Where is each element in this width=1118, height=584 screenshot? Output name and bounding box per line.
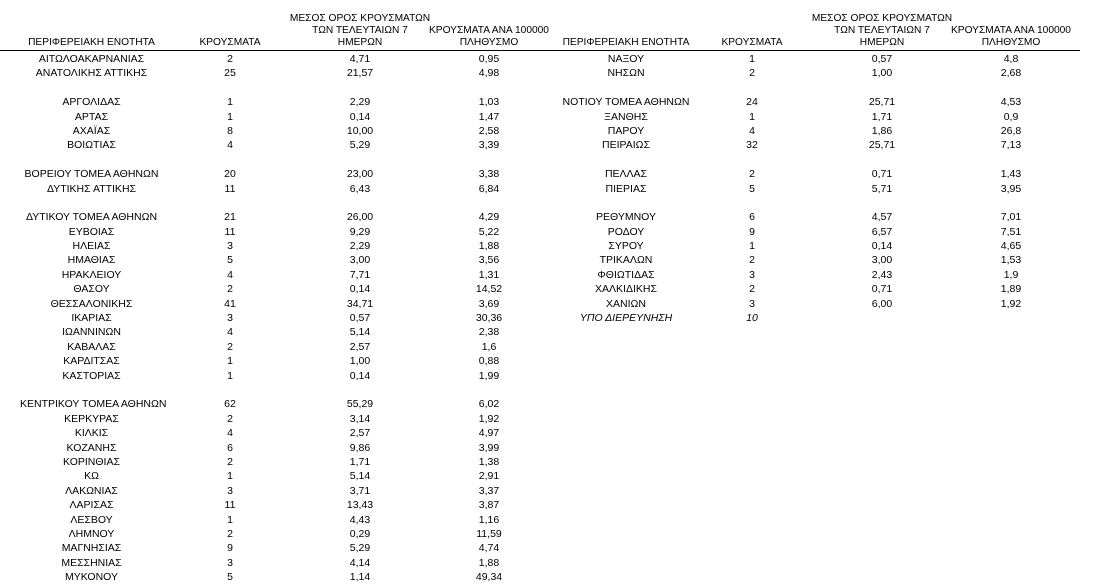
cell-avg: 2,43: [871, 268, 893, 281]
cell-per100k: 4,74: [478, 542, 500, 555]
cell-avg: 3,00: [349, 254, 371, 267]
table-row: [556, 253, 1080, 267]
cell-avg: 2,29: [349, 240, 371, 253]
cell-region: ΠΕΙΡΑΙΩΣ: [602, 139, 650, 152]
header-avg-7-days: ΜΕΣΟΣ ΟΡΟΣ ΚΡΟΥΣΜΑΤΩΝ ΤΩΝ ΤΕΛΕΥΤΑΙΩΝ 7 ΗΜΕΡΩΝ: [289, 13, 431, 48]
cell-cases: 1: [227, 96, 233, 109]
cell-region: ΛΕΣΒΟΥ: [70, 513, 113, 526]
cell-cases: 2: [749, 254, 755, 267]
right-table-body: [556, 51, 1080, 325]
cell-per100k: 1,92: [478, 412, 500, 425]
cell-per100k: 7,51: [1000, 225, 1022, 238]
table-row: [0, 110, 560, 124]
cell-region: ΑΡΤΑΣ: [74, 110, 109, 123]
cell-region: ΔΥΤΙΚΗΣ ΑΤΤΙΚΗΣ: [46, 182, 137, 195]
cell-avg: 0,14: [349, 283, 371, 296]
cell-region: ΦΘΙΩΤΙΔΑΣ: [597, 268, 655, 281]
table-row: [0, 167, 560, 181]
cell-cases: 9: [227, 542, 233, 555]
table-row: [0, 513, 560, 527]
cell-cases: 2: [749, 168, 755, 181]
table-row: [556, 225, 1080, 239]
cell-cases: 25: [224, 67, 236, 80]
cell-region: ΞΑΝΘΗΣ: [604, 110, 648, 123]
cell-region: ΛΗΜΝΟΥ: [68, 527, 115, 540]
cell-region: ΚΟΡΙΝΘΙΑΣ: [63, 455, 120, 468]
cell-avg: 6,57: [871, 225, 893, 238]
table-row: [0, 268, 560, 282]
cell-cases: 10: [746, 312, 758, 325]
cell-per100k: 1,43: [1000, 168, 1022, 181]
table-row: [556, 210, 1080, 224]
cell-cases: 11: [224, 182, 236, 195]
cell-cases: 20: [224, 168, 236, 181]
table-row: [0, 182, 560, 196]
cell-per100k: 1,99: [478, 369, 500, 382]
table-row: [0, 253, 560, 267]
cell-avg: 4,43: [349, 513, 371, 526]
cell-avg: 9,29: [349, 225, 371, 238]
cell-region: ΚΟΖΑΝΗΣ: [66, 441, 117, 454]
cell-cases: 1: [227, 110, 233, 123]
cell-avg: 0,71: [871, 283, 893, 296]
cell-per100k: 4,29: [478, 211, 500, 224]
cell-cases: 2: [227, 340, 233, 353]
table-row: [556, 282, 1080, 296]
cell-avg: 1,86: [871, 124, 893, 137]
cell-cases: 4: [227, 326, 233, 339]
table-row: [556, 110, 1080, 124]
cell-avg: 5,29: [349, 139, 371, 152]
cell-region: ΠΑΡΟΥ: [607, 124, 645, 137]
table-row: [0, 369, 560, 383]
cell-cases: 2: [227, 283, 233, 296]
cell-per100k: 1,38: [478, 455, 500, 468]
cell-region: ΗΛΕΙΑΣ: [72, 240, 111, 253]
cell-region: ΚΑΣΤΟΡΙΑΣ: [62, 369, 121, 382]
table-row: [0, 124, 560, 138]
cell-region: ΗΜΑΘΙΑΣ: [67, 254, 116, 267]
cell-per100k: 0,9: [1003, 110, 1019, 123]
cell-avg: 5,14: [349, 326, 371, 339]
table-row: [556, 167, 1080, 181]
cell-avg: 1,00: [349, 355, 371, 368]
table-row: [0, 455, 560, 469]
table-row: [556, 95, 1080, 109]
header-cases: ΚΡΟΥΣΜΑΤΑ: [199, 37, 261, 48]
cell-region: ΜΑΓΝΗΣΙΑΣ: [61, 542, 122, 555]
cell-region: ΚΑΡΔΙΤΣΑΣ: [63, 355, 120, 368]
table-row: [0, 239, 560, 253]
spacer-row: [0, 153, 560, 167]
cell-cases: 5: [749, 182, 755, 195]
table-row: [0, 340, 560, 354]
cell-per100k: 3,37: [478, 484, 500, 497]
cell-cases: 4: [227, 139, 233, 152]
cell-per100k: 2,68: [1000, 67, 1022, 80]
cell-cases: 1: [749, 110, 755, 123]
cell-region: ΡΕΘΥΜΝΟΥ: [595, 211, 656, 224]
cell-avg: 0,14: [349, 110, 371, 123]
header-region: ΠΕΡΙΦΕΡΕΙΑΚΗ ΕΝΟΤΗΤΑ: [562, 37, 690, 48]
cell-cases: 11: [224, 225, 236, 238]
cell-cases: 2: [749, 67, 755, 80]
cell-avg: 2,57: [349, 427, 371, 440]
cell-cases: 3: [227, 312, 233, 325]
cell-cases: 6: [749, 211, 755, 224]
cell-avg: 9,86: [349, 441, 371, 454]
header-cases-per-100k: ΚΡΟΥΣΜΑΤΑ ΑΝΑ 100000 ΠΛΗΘΥΣΜΟ: [951, 25, 1071, 48]
cell-per100k: 14,52: [475, 283, 503, 296]
cell-per100k: 2,38: [478, 326, 500, 339]
cell-cases: 3: [227, 556, 233, 569]
cell-region: ΡΟΔΟΥ: [607, 225, 645, 238]
table-row: [0, 426, 560, 440]
table-row: [556, 268, 1080, 282]
cell-per100k: 3,95: [1000, 182, 1022, 195]
header-region: ΠΕΡΙΦΕΡΕΙΑΚΗ ΕΝΟΤΗΤΑ: [28, 37, 155, 48]
table-row: [0, 325, 560, 339]
spacer-row: [556, 81, 1080, 95]
cell-per100k: 49,34: [475, 571, 503, 584]
table-row: [556, 297, 1080, 311]
cell-region: ΙΚΑΡΙΑΣ: [71, 312, 112, 325]
cell-avg: 5,14: [349, 470, 371, 483]
cell-avg: 34,71: [346, 297, 374, 310]
cell-cases: 3: [227, 484, 233, 497]
cell-region: ΑΧΑΪΑΣ: [72, 124, 111, 137]
cell-cases: 24: [746, 96, 758, 109]
table-row: [556, 138, 1080, 152]
table-row: [556, 182, 1080, 196]
cell-region: ΝΑΞΟΥ: [607, 53, 645, 65]
cell-region: ΚΑΒΑΛΑΣ: [67, 340, 116, 353]
cell-cases: 4: [227, 268, 233, 281]
table-row: [0, 138, 560, 152]
cell-region: ΧΑΛΚΙΔΙΚΗΣ: [595, 283, 657, 296]
cell-per100k: 5,22: [478, 225, 500, 238]
cell-per100k: 4,65: [1000, 240, 1022, 253]
cell-per100k: 3,39: [478, 139, 500, 152]
cell-avg: 3,71: [349, 484, 371, 497]
spacer-row: [0, 196, 560, 210]
cell-per100k: 4,8: [1003, 53, 1019, 65]
cell-region: ΘΕΣΣΑΛΟΝΙΚΗΣ: [50, 297, 133, 310]
cell-region: ΝΟΤΙΟΥ ΤΟΜΕΑ ΑΘΗΝΩΝ: [562, 96, 690, 109]
cell-per100k: 2,58: [478, 124, 500, 137]
cell-avg: 0,14: [349, 369, 371, 382]
table-row: [556, 311, 1080, 325]
cell-avg: 0,14: [871, 240, 893, 253]
cell-avg: 4,71: [349, 53, 371, 65]
cell-per100k: 1,9: [1003, 268, 1019, 281]
left-table-body: [0, 51, 560, 584]
cell-per100k: 11,59: [476, 527, 502, 540]
cell-region: ΧΑΝΙΩΝ: [606, 297, 646, 310]
cell-cases: 11: [224, 499, 236, 512]
cell-cases: 1: [227, 513, 233, 526]
cell-cases: 21: [224, 211, 236, 224]
cell-cases: 41: [224, 297, 236, 310]
table-row: [0, 527, 560, 541]
cell-per100k: 1,53: [1000, 254, 1022, 267]
cell-per100k: 3,38: [478, 168, 500, 181]
table-row: [0, 441, 560, 455]
cell-avg: 2,29: [349, 96, 371, 109]
cell-per100k: 6,02: [478, 398, 500, 411]
cell-cases: 1: [749, 240, 755, 253]
cell-cases: 2: [749, 283, 755, 296]
cell-region: ΠΕΛΛΑΣ: [604, 168, 648, 181]
table-row: [0, 412, 560, 426]
cell-avg: 21,57: [346, 67, 374, 80]
cell-region: ΗΡΑΚΛΕΙΟΥ: [61, 268, 122, 281]
cell-region: ΚΙΛΚΙΣ: [74, 427, 109, 440]
cell-region: ΘΑΣΟΥ: [73, 283, 110, 296]
cell-region: ΒΟΡΕΙΟΥ ΤΟΜΕΑ ΑΘΗΝΩΝ: [24, 168, 159, 181]
cell-region: ΤΡΙΚΑΛΩΝ: [599, 254, 653, 267]
cell-region: ΙΩΑΝΝΙΝΩΝ: [62, 326, 121, 339]
left-table-header: [0, 0, 560, 50]
cell-avg: 55,29: [346, 398, 374, 411]
cell-per100k: 1,89: [1000, 283, 1022, 296]
cell-avg: 0,57: [349, 312, 371, 325]
cell-region: ΑΝΑΤΟΛΙΚΗΣ ΑΤΤΙΚΗΣ: [35, 67, 148, 80]
cell-per100k: 6,84: [478, 182, 500, 195]
cell-region: ΔΥΤΙΚΟΥ ΤΟΜΕΑ ΑΘΗΝΩΝ: [25, 211, 158, 224]
cell-per100k: 30,36: [475, 312, 503, 325]
cell-cases: 1: [227, 355, 233, 368]
cell-region: ΑΙΤΩΛΟΑΚΑΡΝΑΝΙΑΣ: [38, 53, 145, 65]
cell-avg: 26,00: [346, 211, 374, 224]
cell-region: ΚΕΡΚΥΡΑΣ: [64, 412, 119, 425]
cell-cases: 2: [227, 412, 233, 425]
cell-region: ΚΕΝΤΡΙΚΟΥ ΤΟΜΕΑ ΑΘΗΝΩΝ: [20, 398, 167, 411]
cell-per100k: 1,47: [478, 110, 500, 123]
table-row: [0, 210, 560, 224]
cell-per100k: 1,03: [478, 96, 500, 109]
header-cases-per-100k: ΚΡΟΥΣΜΑΤΑ ΑΝΑ 100000 ΠΛΗΘΥΣΜΟ: [429, 25, 549, 48]
right-table: [556, 0, 1080, 325]
table-row: [0, 397, 560, 411]
cell-per100k: 4,97: [478, 427, 500, 440]
cell-per100k: 4,53: [1000, 96, 1022, 109]
cell-cases: 6: [227, 441, 233, 454]
table-row: [0, 498, 560, 512]
cell-per100k: 1,6: [481, 340, 497, 353]
cell-cases: 5: [227, 571, 233, 584]
cell-avg: 0,71: [871, 168, 893, 181]
table-row: [0, 556, 560, 570]
header-cases: ΚΡΟΥΣΜΑΤΑ: [721, 37, 783, 48]
cell-per100k: 7,01: [1000, 211, 1022, 224]
cell-cases: 5: [227, 254, 233, 267]
cell-avg: 1,71: [871, 110, 893, 123]
cell-per100k: 1,88: [478, 240, 500, 253]
cell-per100k: 1,92: [1000, 297, 1022, 310]
cell-cases: 1: [749, 53, 755, 65]
spacer-row: [0, 81, 560, 95]
cell-per100k: 7,13: [1000, 139, 1022, 152]
cell-per100k: 3,56: [478, 254, 500, 267]
cell-cases: 2: [227, 455, 233, 468]
cell-avg: 1,71: [349, 455, 371, 468]
cell-region: ΕΥΒΟΙΑΣ: [68, 225, 115, 238]
header-avg-7-days: ΜΕΣΟΣ ΟΡΟΣ ΚΡΟΥΣΜΑΤΩΝ ΤΩΝ ΤΕΛΕΥΤΑΙΩΝ 7 ΗΜΕΡΩΝ: [811, 13, 953, 48]
cell-cases: 32: [746, 139, 758, 152]
table-row: [556, 66, 1080, 80]
cell-per100k: 1,31: [478, 268, 500, 281]
cell-cases: 3: [227, 240, 233, 253]
cell-avg: 3,00: [871, 254, 893, 267]
table-row: [0, 52, 560, 66]
table-row: [556, 52, 1080, 66]
cell-avg: 1,14: [349, 571, 371, 584]
cell-region: ΛΑΚΩΝΙΑΣ: [65, 484, 118, 497]
cell-avg: 0,29: [349, 527, 371, 540]
table-row: [0, 282, 560, 296]
cell-region: ΑΡΓΟΛΙΔΑΣ: [62, 96, 121, 109]
spacer-row: [0, 383, 560, 397]
cell-region: ΥΠΟ ΔΙΕΡΕΥΝΗΣΗ: [579, 312, 673, 325]
cell-region: ΜΕΣΣΗΝΙΑΣ: [61, 556, 122, 569]
cell-avg: 5,29: [349, 542, 371, 555]
cell-avg: 5,71: [871, 182, 893, 195]
cell-avg: 0,57: [871, 53, 893, 65]
cell-avg: 4,57: [871, 211, 893, 224]
cell-cases: 62: [224, 398, 236, 411]
table-row: [0, 354, 560, 368]
cell-region: ΒΟΙΩΤΙΑΣ: [67, 139, 116, 152]
cell-cases: 3: [749, 268, 755, 281]
cell-region: ΛΑΡΙΣΑΣ: [69, 499, 114, 512]
cell-avg: 6,00: [871, 297, 893, 310]
cell-region: ΣΥΡΟΥ: [608, 240, 644, 253]
table-row: [0, 541, 560, 555]
right-table-header: [556, 0, 1080, 50]
cell-per100k: 4,98: [478, 67, 500, 80]
table-row: [0, 225, 560, 239]
cell-cases: 4: [227, 427, 233, 440]
cell-cases: 1: [227, 470, 233, 483]
cell-cases: 2: [227, 53, 233, 65]
cell-avg: 25,71: [868, 96, 896, 109]
cell-cases: 4: [749, 124, 755, 137]
cell-avg: 6,43: [349, 182, 371, 195]
spacer-row: [556, 196, 1080, 210]
cell-cases: 9: [749, 225, 755, 238]
table-row: [0, 311, 560, 325]
cell-per100k: 1,88: [478, 556, 500, 569]
cell-region: ΜΥΚΟΝΟΥ: [64, 571, 118, 584]
cell-avg: 7,71: [349, 268, 371, 281]
table-row: [556, 124, 1080, 138]
cell-per100k: 2,91: [478, 470, 500, 483]
spacer-row: [556, 153, 1080, 167]
cell-per100k: 3,69: [478, 297, 500, 310]
cell-per100k: 26,8: [1000, 124, 1022, 137]
cell-per100k: 3,87: [478, 499, 500, 512]
cell-avg: 3,14: [349, 412, 371, 425]
cell-cases: 2: [227, 527, 233, 540]
cell-avg: 25,71: [868, 139, 896, 152]
cell-per100k: 1,16: [478, 513, 500, 526]
cell-avg: 4,14: [349, 556, 371, 569]
table-row: [556, 239, 1080, 253]
table-row: [0, 469, 560, 483]
table-row: [0, 297, 560, 311]
cell-region: ΠΙΕΡΙΑΣ: [605, 182, 647, 195]
cell-cases: 8: [227, 124, 233, 137]
cell-region: ΚΩ: [84, 470, 99, 483]
table-row: [0, 66, 560, 80]
cell-per100k: 0,95: [478, 53, 500, 65]
cell-per100k: 3,99: [478, 441, 500, 454]
cell-avg: 23,00: [346, 168, 374, 181]
cell-region: ΝΗΣΩΝ: [607, 67, 645, 80]
cell-avg: 13,43: [346, 499, 374, 512]
cell-avg: 1,00: [871, 67, 893, 80]
cell-cases: 3: [749, 297, 755, 310]
table-row: [0, 570, 560, 584]
table-row: [0, 95, 560, 109]
table-row: [0, 484, 560, 498]
cell-per100k: 0,88: [478, 355, 500, 368]
cell-avg: 2,57: [349, 340, 371, 353]
cell-avg: 10,00: [346, 124, 374, 137]
cell-cases: 1: [227, 369, 233, 382]
